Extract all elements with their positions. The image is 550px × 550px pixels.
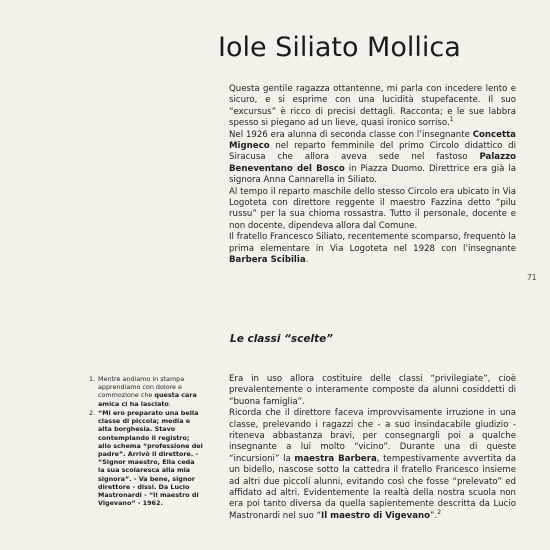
paragraph-text: , tempestivamente avvertita da un bidello, nascose sotto la cattedra il fratello Francesco insieme ad altri due piccoli alunni, evitando così che fosse “prelevato” ed affidato ad altri. Evidentemente la realtà della nostra scuola non era poi tanto diversa da quella sapientemente descritta da Lucio Mastronardi nel suo “	[229, 453, 516, 521]
paragraph-text: Questa gentile ragazza ottantenne, mi parla con incedere lento e sicuro, e si esprime con una lucidità stupefacente. Il suo “excursus” è ricco di precisi dettagli. Racconta; e le sue labbra spesso si piegano ad un lieve, quasi ironico sorriso.	[229, 84, 516, 129]
book-title: Il maestro di Vigevano	[321, 510, 431, 521]
paragraph-text: Nel 1926 era alunna di seconda classe con l’insegnante	[229, 129, 473, 140]
paragraph	[229, 130, 516, 187]
paragraph	[229, 374, 516, 408]
paragraph	[229, 232, 516, 266]
teacher-name: Barbera Scibilia	[229, 255, 306, 266]
paragraph-text: in Piazza Duomo. Direttrice era già la signora Anna Cannarella in Siliato.	[229, 163, 516, 186]
footnote-marker: 1.	[89, 375, 96, 383]
footnote-quote: “Mi ero preparato una bella classe di piccola; media e alta borghesia. Stavo contemplando il registro; allo schema “professione del padre”. Arrivò il direttore. - “Signor maestro, Ella ceda la sua scolaresca alla mia signora”. - Va bene, signor direttore - dissi. Da Lucio Mastronardi - “Il maestro di Vigevano” - 1962.	[98, 409, 203, 508]
paragraph-text: nel reparto femminile del primo Circolo didattico di Siracusa che allora aveva sede nel fastoso	[229, 141, 516, 163]
paragraph-text: ”.	[430, 510, 438, 521]
footnote-ref: 2	[437, 509, 442, 517]
footnote-item	[89, 375, 203, 408]
paragraph	[229, 187, 516, 233]
page-number: 71	[527, 273, 537, 282]
paragraph	[229, 408, 516, 522]
page-title: Iole Siliato Mollica	[218, 32, 461, 64]
footnote-1	[89, 375, 203, 408]
teacher-name: Concetta Migneco	[229, 129, 516, 152]
paragraph-text: Ricorda che il direttore faceva improvvisamente irruzione in una classe, prelevando i ragazzi che - a suo insindacabile giudizio - riteneva abbastanza bravi, per consegnargli poi a qualche insegnante a lui molto “vicino”. Durante una di queste “incursioni” la	[229, 408, 516, 464]
main-text-block-2	[229, 374, 516, 522]
paragraph-text: Era in uso allora costituire delle classi “privilegiate”, cioè prevalentemente o interamente composte da alunni cosiddetti di “buona famiglia”.	[229, 374, 516, 407]
section-heading: Le classi “scelte”	[230, 333, 333, 345]
paragraph	[229, 84, 516, 130]
footnote-2	[89, 409, 203, 507]
paragraph-text: Il fratello Francesco Siliato, recentemente scomparso, frequentò la prima elementare in Via Logoteta nel 1928 con l’insegnante	[229, 232, 516, 254]
teacher-name: maestra Barbera	[294, 453, 377, 464]
footnote-text-bold: questa cara amica ci ha lasciato	[98, 391, 197, 408]
footnote-ref: 1	[449, 116, 454, 124]
palazzo-name: Palazzo Beneventano del Bosco	[229, 152, 516, 174]
paragraph-text: Al tempo il reparto maschile dello stesso Circolo era ubicato in Via Logoteta con direttore reggente il maestro Fazzina detto “pilu russu” per la sua chioma rossastra. Tutto il personale, docente e non docente, dipendeva allora dal Comune.	[229, 186, 516, 231]
main-text-block-1	[229, 84, 516, 267]
footnote-item	[89, 409, 203, 507]
footnote-text: Mentre andiamo in stampa apprendiamo con dolore e commozione che	[98, 375, 185, 400]
paragraph-text: .	[305, 255, 309, 266]
footnote-text: .	[168, 399, 171, 408]
footnote-marker: 2.	[89, 409, 96, 417]
